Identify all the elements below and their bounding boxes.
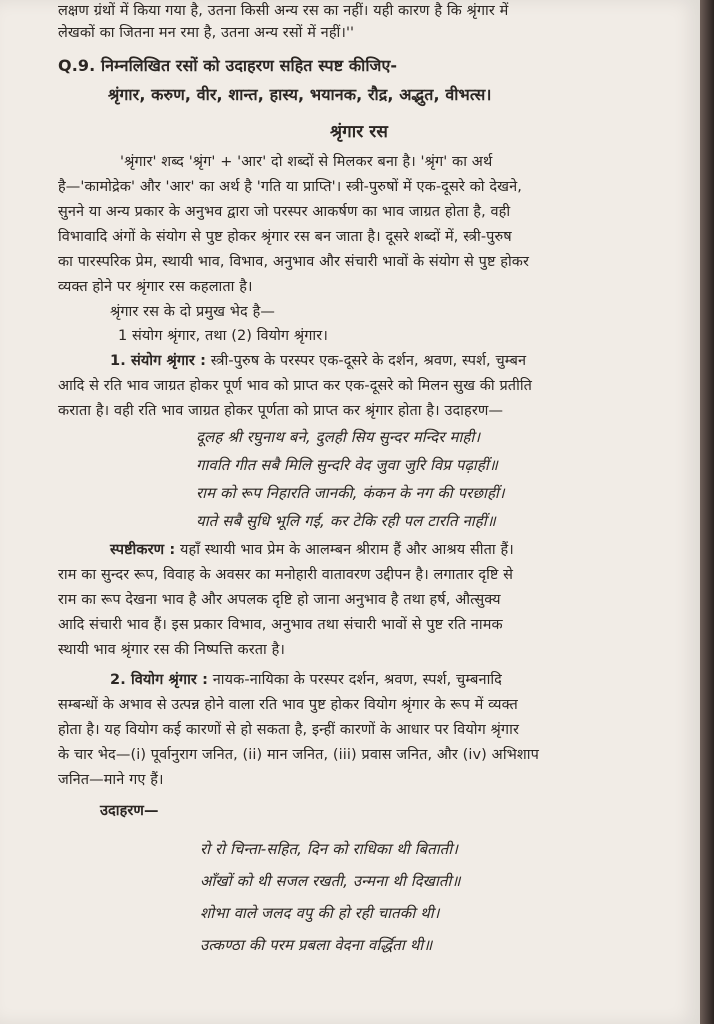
verse-1-line-2: गावति गीत सबै मिलि सुन्दरि वेद जुवा जुरि विप्र पढ़ाहीं॥ bbox=[196, 456, 498, 474]
page-edge bbox=[700, 0, 714, 1024]
intro-line-1: 'श्रृंगार' शब्द 'श्रृंग' + 'आर' दो शब्दों से मिलकर बना है। 'श्रृंग' का अर्थ bbox=[120, 154, 493, 170]
verse-1-line-3: राम को रूप निहारति जानकी, कंकन के नग की परछाहीं। bbox=[196, 484, 505, 502]
types-intro: श्रृंगार रस के दो प्रमुख भेद है— bbox=[110, 304, 275, 320]
viyog-line-4: के चार भेद—(i) पूर्वानुराग जनित, (ii) मान जनित, (iii) प्रवास जनित, और (iv) अभिशाप bbox=[58, 747, 539, 763]
types-list: 1 संयोग श्रृंगार, तथा (2) वियोग श्रृंगार। bbox=[118, 328, 328, 344]
section-heading: श्रृंगार रस bbox=[330, 122, 388, 142]
explanation-line-4: आदि संचारी भाव हैं। इस प्रकार विभाव, अनुभाव तथा संचारी भावों से पुष्ट रति नामक bbox=[58, 617, 503, 633]
verse-2-line-1: रो रो चिन्ता-सहित, दिन को राधिका थी बिताती। bbox=[200, 840, 458, 858]
sanyog-line-1 bbox=[110, 352, 526, 370]
intro-line-4: विभावादि अंगों के संयोग से पुष्ट होकर श्रृंगार रस बन जाता है। दूसरे शब्दों में, स्त्री-पुरुष bbox=[58, 229, 512, 245]
sanyog-line-2: आदि से रति भाव जाग्रत होकर पूर्ण भाव को प्राप्त कर एक-दूसरे को मिलन सुख की प्रतीति bbox=[58, 378, 533, 394]
question-options: श्रृंगार, करुण, वीर, शान्त, हास्य, भयानक, रौद्र, अद्भुत, वीभत्स। bbox=[108, 85, 492, 104]
intro-line-3: सुनने या अन्य प्रकार के अनुभव द्वारा जो परस्पर आकर्षण का भाव जाग्रत होता है, वही bbox=[58, 204, 511, 220]
viyog-line-2: सम्बन्धों के अभाव से उत्पन्न होने वाला रति भाव पुष्ट होकर वियोग श्रृंगार के रूप में व्यक्त bbox=[58, 697, 518, 713]
viyog-line-5: जनित—माने गए हैं। bbox=[58, 772, 164, 788]
explanation-label: स्पष्टीकरण : bbox=[110, 542, 176, 558]
sanyog-label: 1. संयोग श्रृंगार : bbox=[110, 353, 206, 369]
top-para-line-2: लेखकों का जितना मन रमा है, उतना अन्य रसों में नहीं।'' bbox=[58, 25, 355, 41]
verse-2-line-4: उत्कण्ठा की परम प्रबला वेदना वर्द्धिता थी॥ bbox=[200, 936, 433, 954]
explanation-line-3: राम का रूप देखना भाव है और अपलक दृष्टि हो जाना अनुभाव है तथा हर्ष, औत्सुक्य bbox=[58, 592, 501, 608]
viyog-line-3: होता है। यह वियोग कई कारणों से हो सकता है, इन्हीं कारणों के आधार पर वियोग श्रृंगार bbox=[58, 722, 519, 738]
example-label: उदाहरण— bbox=[100, 803, 159, 819]
sanyog-text-1: स्त्री-पुरुष के परस्पर एक-दूसरे के दर्शन, श्रवण, स्पर्श, चुम्बन bbox=[210, 353, 527, 369]
explanation-line-1 bbox=[110, 541, 514, 559]
question-text: निम्नलिखित रसों को उदाहरण सहित स्पष्ट कीजिए- bbox=[100, 56, 398, 75]
viyog-text-1: नायक-नायिका के परस्पर दर्शन, श्रवण, स्पर्श, चुम्बनादि bbox=[212, 672, 502, 688]
top-para-line-1: लक्षण ग्रंथों में किया गया है, उतना किसी अन्य रस का नहीं। यही कारण है कि श्रृंगार में bbox=[58, 3, 509, 19]
viyog-label: 2. वियोग श्रृंगार : bbox=[110, 672, 209, 688]
explanation-line-5: स्थायी भाव श्रृंगार रस की निष्पत्ति करता है। bbox=[58, 642, 286, 658]
explanation-line-2: राम का सुन्दर रूप, विवाह के अवसर का मनोहारी वातावरण उद्दीपन है। लगातार दृष्टि से bbox=[58, 567, 514, 583]
sanyog-line-3: कराता है। वही रति भाव जाग्रत होकर पूर्णता को प्राप्त कर श्रृंगार होता है। उदाहरण— bbox=[58, 403, 504, 419]
viyog-line-1 bbox=[110, 671, 502, 689]
question-number: Q.9. bbox=[58, 56, 96, 75]
verse-1-line-4: याते सबै सुधि भूलि गई, कर टेकि रही पल टारति नाहीं॥ bbox=[196, 512, 496, 530]
verse-1-line-1: दूलह श्री रघुनाथ बने, दुलही सिय सुन्दर मन्दिर माही। bbox=[196, 428, 481, 446]
intro-line-5: का पारस्परिक प्रेम, स्थायी भाव, विभाव, अनुभाव और संचारी भावों के संयोग से पुष्ट होकर bbox=[58, 254, 530, 270]
intro-line-6: व्यक्त होने पर श्रृंगार रस कहलाता है। bbox=[58, 279, 253, 295]
verse-2-line-3: शोभा वाले जलद वपु की हो रही चातकी थी। bbox=[200, 904, 440, 922]
explanation-text-1: यहाँ स्थायी भाव प्रेम के आलम्बन श्रीराम हैं और आश्रय सीता हैं। bbox=[180, 542, 514, 558]
intro-line-2: है—'कामोद्रेक' और 'आर' का अर्थ है 'गति या प्राप्ति'। स्त्री-पुरुषों में एक-दूसरे को देखने, bbox=[58, 179, 522, 195]
question bbox=[58, 57, 397, 75]
verse-2-line-2: आँखों को थी सजल रखती, उन्मना थी दिखाती॥ bbox=[200, 872, 461, 890]
